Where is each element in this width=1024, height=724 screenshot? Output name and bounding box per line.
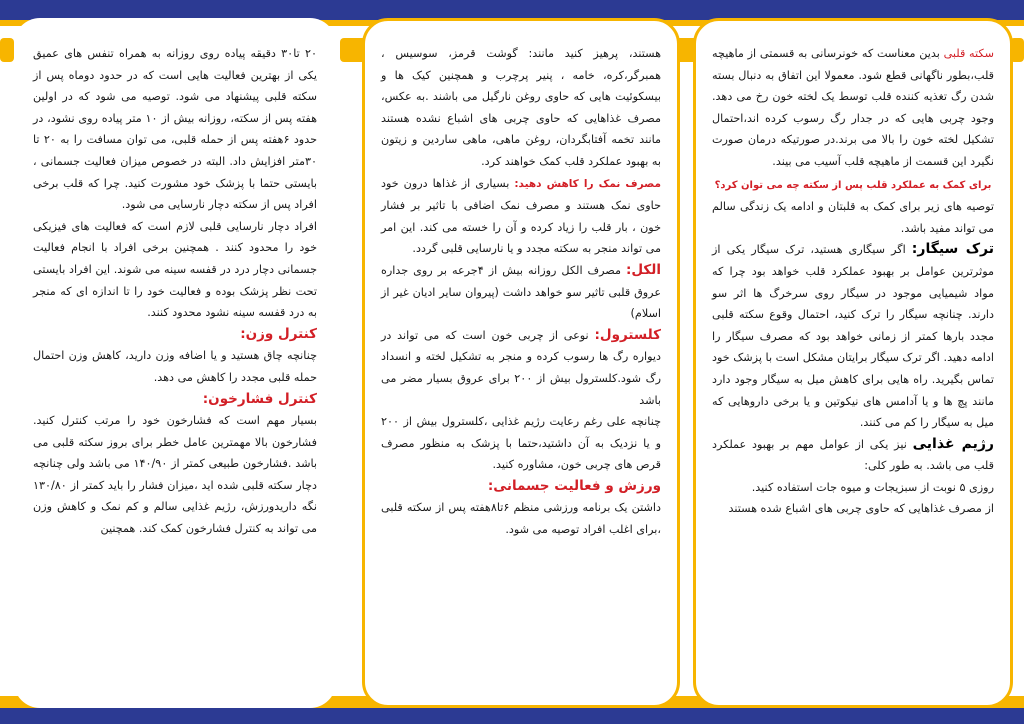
cholesterol-paragraph [381,325,661,411]
exercise-heading: ورزش و فعالیت جسمانی: [487,477,661,494]
cholesterol-text: نوعی از چربی خون است که می تواند در دیواره رگ ها رسوب کرده و منجر به تشکیل لخته و انسداد رگ شود.کلسترول بیش از ۲۰۰ برای عروق بسیار مضر می باشد [381,328,661,407]
weight-text: چنانچه چاق هستید و یا اضافه وزن دارید، کاهش وزن احتمال حمله قلبی مجدد را کاهش می دهد. [33,349,317,384]
left-edge-tab [0,38,14,62]
salt-text: بسیاری از غذاها درون خود حاوی نمک هستند و مصرف نمک اضافی با تاثیر بر فشار خون ، بار قلب را زیاد کرده و آن را خسته می کند. این امر می تواند منجر به سکته مجدد و یا نارسایی قلبی گردد. [381,176,661,256]
bottom-navy-band [0,708,1024,724]
salt-paragraph [381,173,661,260]
smoking-text: اگر سیگاری هستید، ترک سیگار یکی از موثرترین عوامل بر بهبود عملکرد قلب خواهد بود چرا که مواد شیمیایی موجود در سیگار روی سرخرگ ها اثر سو دارند. چنانچه سیگار را ترک کنید، احتمال وقوع سکته قلبی مجدد بارها کمتر از زمانی خواهد بود که مصرف سیگار را ادامه دهید. اگر ترک سیگار برایتان مشکل است با پزشک خود تماس بگیرید. راه هایی برای کاهش میل به سیگار وجود دارد مانند پچ ها و یا آدامس های نیکوتین و یا برخی داروهایی که میل به سیگار را کم می کنند. [712,243,994,430]
smoking-paragraph [712,239,994,433]
salt-heading: مصرف نمک را کاهش دهید: [514,177,662,190]
middle-panel [362,18,680,708]
right-panel [693,18,1013,708]
walking-paragraph: ۲۰ تا۳۰ دقیقه پیاده روی روزانه به همراه تنفس های عمیق یکی از بهترین فعالیت هایی است که در حدود دوماه پس از سکته قلبی پیشنهاد می شود. توصیه می شود که در اولین هفته پس از سکته، روزانه بیش از ۱۰ متر پیاده روی نشود، در حدود ۶هفته پس از حمله قلبی، می توان مسافت را به ۲۰ تا ۳۰متر افزایش داد. البته در خصوص میزان فعالیت جسمانی ، بایستی حتما با پزشک خود مشورت کنید. چرا که قلب برخی افراد پس از سکته دچار نارسایی می شود. [33,47,317,212]
heart-failure-paragraph: افراد دچار نارسایی قلبی لازم است که فعالیت های فیزیکی خود را محدود کنند . همچنین برخی افراد با انجام فعالیت جسمانی دچار درد در قفسه سینه می شوند. این افراد بایستی تحت نظر پزشک بوده و فعالیت خود را تا اندازه ای که منجر به درد قفسه سینه نشود محدود کنند. [33,219,317,320]
question-heading: برای کمک به عملکرد قلب پس از سکته چه می توان کرد؟ [714,179,992,191]
exercise-text: داشتن یک برنامه ورزشی منظم ۶تا۸هفته پس از سکته قلبی ،برای اغلب افراد توصیه می شود. [381,501,661,537]
alcohol-paragraph [381,260,661,325]
blood-pressure-text: بسیار مهم است که فشارخون خود را مرتب کنترل کنید. فشارخون بالا مهمترین عامل خطر برای بروز سکته قلبی می باشد .فشارخون طبیعی کمتر از ۱۴۰/۹۰ می باشد ولی چنانچه دچار سکته قلبی شده اید ،میزان فشار را باید کمتر از ۱۳۰/۸۰ نگه داریدورزش، رژیم غذایی سالم و کم نمک و کاهش وزن می تواند به کنترل فشارخون کمک کند. همچنین [33,414,318,536]
diet-line-1: روزی ۵ نوبت از سبزیجات و میوه جات استفاده کنید. [751,480,994,494]
diet-paragraph [712,434,994,477]
weight-heading: کنترل وزن: [240,325,317,342]
intro-highlight: سکته قلبی [943,47,994,60]
diet-text: نیز یکی از عوامل مهم بر بهبود عملکرد قلب می باشد. به طور کلی: [712,437,994,473]
intro-paragraph [712,43,994,173]
top-navy-band [0,0,1024,20]
blood-pressure-heading: کنترل فشارخون: [202,390,317,407]
alcohol-heading: الکل: [625,261,661,278]
alcohol-text: مصرف الکل روزانه بیش از ۴جرعه بر روی جداره عروق قلبی تاثیر سو خواهد داشت (پیروان سایر ادیان غیر از اسلام) [381,263,661,321]
diet-heading: رژیم غذایی [912,435,994,452]
diet-line-2: از مصرف غذاهایی که حاوی چربی های اشباع شده هستند [728,502,994,516]
cholesterol-heading: کلسترول: [594,326,661,343]
advice-intro: توصیه های زیر برای کمک به قلبتان و ادامه یک زندگی سالم می تواند مفید باشد. [712,200,994,235]
fats-paragraph: هستند، پرهیز کنید مانند: گوشت قرمز، سوسیس ، همبرگر،کره، خامه ، پنیر پرچرب و همچنین کیک ها و بیسکوئیت هایی که حاوی روغن نارگیل می باشند .به عکس، مصرف غذاهایی که حاوی چربی های اشباع نشده هستند مانند تخمه آفتابگردان، روغن ماهی، ماهی ساردین و زیتون به بهبود عملکرد قلب کمک خواهند کرد. [381,47,661,168]
cholesterol-paragraph-2: چنانچه علی رغم رعایت رژیم غذایی ،کلسترول بیش از ۲۰۰ و یا نزدیک به آن داشتید،حتما با پزشک به منظور مصرف قرص های چربی خون، مشاوره کنید. [381,415,661,472]
left-panel [14,18,336,708]
smoking-heading: ترک سیگار: [911,241,994,258]
intro-text: بدین معناست که خونرسانی به قسمتی از ماهیچه قلب،بطور ناگهانی قطع شود. معمولا این اتفاق به دنبال بسته شدن رگ تغذیه کننده قلب توسط یک لخته خون رخ می دهد. وجود چربی هایی که در جدار رگ رسوب کرده اند،احتمال تشکیل لخته خون را بالا می برند.در صورتیکه درمان صورت نگیرد این قسمت از ماهیچه قلب آسیب می بیند. [712,47,994,168]
